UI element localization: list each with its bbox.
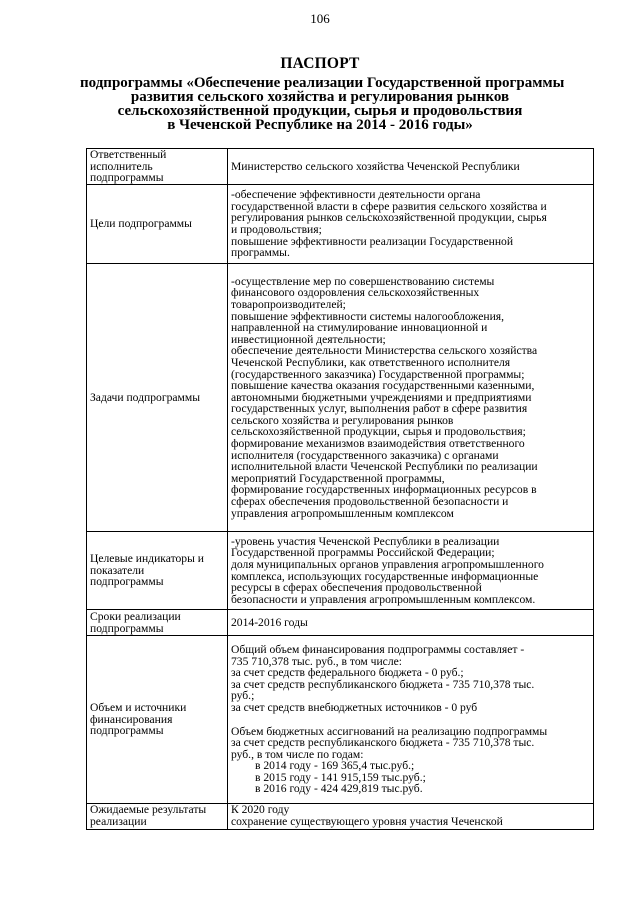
value-line: 2014-2016 годы: [231, 615, 308, 629]
spacer: [231, 714, 590, 726]
value-line: за счет средств внебюджетных источников - 0 руб: [231, 700, 478, 714]
label-line: подпрограммы: [90, 621, 164, 635]
row-label: [87, 532, 228, 610]
value-line: товаропроизводителей;: [231, 297, 346, 311]
label-line: Ожидаемые результаты: [90, 803, 207, 816]
row-label: [87, 804, 228, 830]
table-row-goals: [87, 185, 594, 264]
table-row-financing: [87, 636, 594, 804]
row-value: [228, 532, 594, 610]
row-label: [87, 264, 228, 532]
value-line: руб.;: [231, 689, 255, 703]
year-line: в 2016 году - 424 429,819 тыс.руб.: [255, 782, 423, 796]
subtitle-line: сельскохозяйственной продукции, сырья и продовольствия: [117, 103, 523, 119]
value-line: за счет средств федерального бюджета - 0 руб.;: [231, 666, 464, 680]
label-line: Целевые индикаторы и: [90, 552, 204, 566]
row-label: [87, 149, 228, 185]
subtitle-line: в Чеченской Республике на 2014 - 2016 годы»: [167, 117, 473, 133]
value-line: -обеспечение эффективности деятельности органа: [231, 188, 481, 202]
value-line: повышение качества оказания государственными казенными,: [231, 379, 535, 393]
row-value: [228, 185, 594, 264]
value-line: инвестиционной деятельности;: [231, 332, 386, 346]
row-value: [228, 804, 594, 830]
value-line: программы.: [231, 246, 290, 260]
value-line: -уровень участия Чеченской Республики в реализации: [231, 534, 500, 548]
value-line: государственных услуг, выполнения работ в сфере развития: [231, 402, 528, 416]
value-line: сохранение существующего уровня участия Чеченской: [231, 814, 503, 828]
passport-table: [86, 148, 594, 830]
table-row-indicators: [87, 532, 594, 610]
row-value: [228, 149, 594, 185]
value-line: Министерство сельского хозяйства Чеченской Республики: [231, 159, 520, 173]
document-subtitle: [80, 75, 565, 133]
value-line: направленной на стимулирование инновационной и: [231, 321, 488, 335]
value-line: -осуществление мер по совершенствованию системы: [231, 274, 495, 288]
value-line: (государственного заказчика) Государственной программы;: [231, 367, 525, 381]
value-line: комплекса, использующих государственные информационные: [231, 569, 539, 583]
value-line: повышение эффективности системы налогообложения,: [231, 309, 505, 323]
row-label: [87, 185, 228, 264]
value-line: Общий объем финансирования подпрограммы составляет -: [231, 642, 525, 656]
label-line: Задачи подпрограммы: [90, 390, 200, 404]
label-line: подпрограммы: [90, 724, 164, 738]
value-line: финансового оздоровления сельскохозяйственных: [231, 286, 480, 300]
label-line: исполнитель: [90, 159, 153, 173]
year-line: в 2014 году - 169 365,4 тыс.руб.;: [255, 759, 415, 773]
label-line: реализации: [90, 814, 147, 828]
value-line: сельского хозяйства и регулирования рынков: [231, 413, 454, 427]
row-label: [87, 610, 228, 636]
value-line: К 2020 году: [231, 803, 290, 816]
table-row-terms: [87, 610, 594, 636]
value-line: государственной власти в сфере развития сельского хозяйства и: [231, 199, 547, 213]
label-line: Сроки реализации: [90, 609, 181, 623]
value-line: доля муниципальных органов управления агропромышленного: [231, 557, 544, 571]
row-value: [228, 636, 594, 804]
value-line: Объем бюджетных ассигнований на реализацию подпрограммы: [231, 724, 548, 738]
label-line: показатели: [90, 563, 145, 577]
value-line: автономными бюджетными учреждениями и предприятиями: [231, 390, 532, 404]
value-line: мероприятий Государственной программы,: [231, 471, 445, 485]
value-line: сферах обеспечения продовольственной безопасности и: [231, 495, 509, 509]
label-line: подпрограммы: [90, 171, 164, 185]
value-line: регулирования рынков сельскохозяйственной продукции, сырья: [231, 211, 547, 225]
row-value: [228, 264, 594, 532]
page-number: 106: [310, 11, 330, 26]
value-line: за счет средств республиканского бюджета - 735 710,378 тыс.: [231, 677, 535, 691]
value-line: Чеченской Республики, как ответственного исполнителя: [231, 355, 511, 369]
table-row-tasks: [87, 264, 594, 532]
label-line: Цели подпрограммы: [90, 217, 192, 231]
value-line: безопасности и управления агропромышленным комплексом.: [231, 592, 536, 606]
subtitle-line: развития сельского хозяйства и регулирования рынков: [130, 89, 510, 105]
label-line: финансирования: [90, 712, 173, 726]
value-line: сельскохозяйственной продукции, сырья и продовольствия;: [231, 425, 526, 439]
value-line: формирование механизмов взаимодействия ответственного: [231, 437, 525, 451]
subtitle-line: подпрограммы «Обеспечение реализации Государственной программы: [80, 75, 565, 91]
label-line: подпрограммы: [90, 575, 164, 589]
row-label: [87, 636, 228, 804]
value-line: исполнителя (государственного заказчика) с органами: [231, 448, 499, 462]
value-line: ресурсы в сферах обеспечения продовольственной: [231, 581, 482, 595]
value-line: за счет средств республиканского бюджета - 735 710,378 тыс.: [231, 736, 535, 750]
label-line: Ответственный: [90, 148, 167, 162]
document-title: ПАСПОРТ: [280, 55, 360, 72]
value-line: управления агропромышленным комплексом: [231, 506, 454, 520]
value-line: повышение эффективности реализации Государственной: [231, 234, 514, 248]
year-line: в 2015 году - 141 915,159 тыс.руб.;: [255, 770, 426, 784]
row-value: [228, 610, 594, 636]
value-line: и продовольствия;: [231, 223, 322, 236]
value-line: исполнительной власти Чеченской Республики по реализации: [231, 460, 538, 474]
table-row-results: [87, 804, 594, 830]
table-row-executor: [87, 149, 594, 185]
value-line: 735 710,378 тыс. руб., в том числе:: [231, 654, 402, 668]
value-line: Государственной программы Российской Федерации;: [231, 546, 495, 560]
value-line: формирование государственных информационных ресурсов в: [231, 483, 537, 497]
value-line: обеспечение деятельности Министерства сельского хозяйства: [231, 344, 538, 358]
label-line: Объем и источники: [90, 701, 187, 715]
value-line: руб., в том числе по годам:: [231, 747, 364, 761]
